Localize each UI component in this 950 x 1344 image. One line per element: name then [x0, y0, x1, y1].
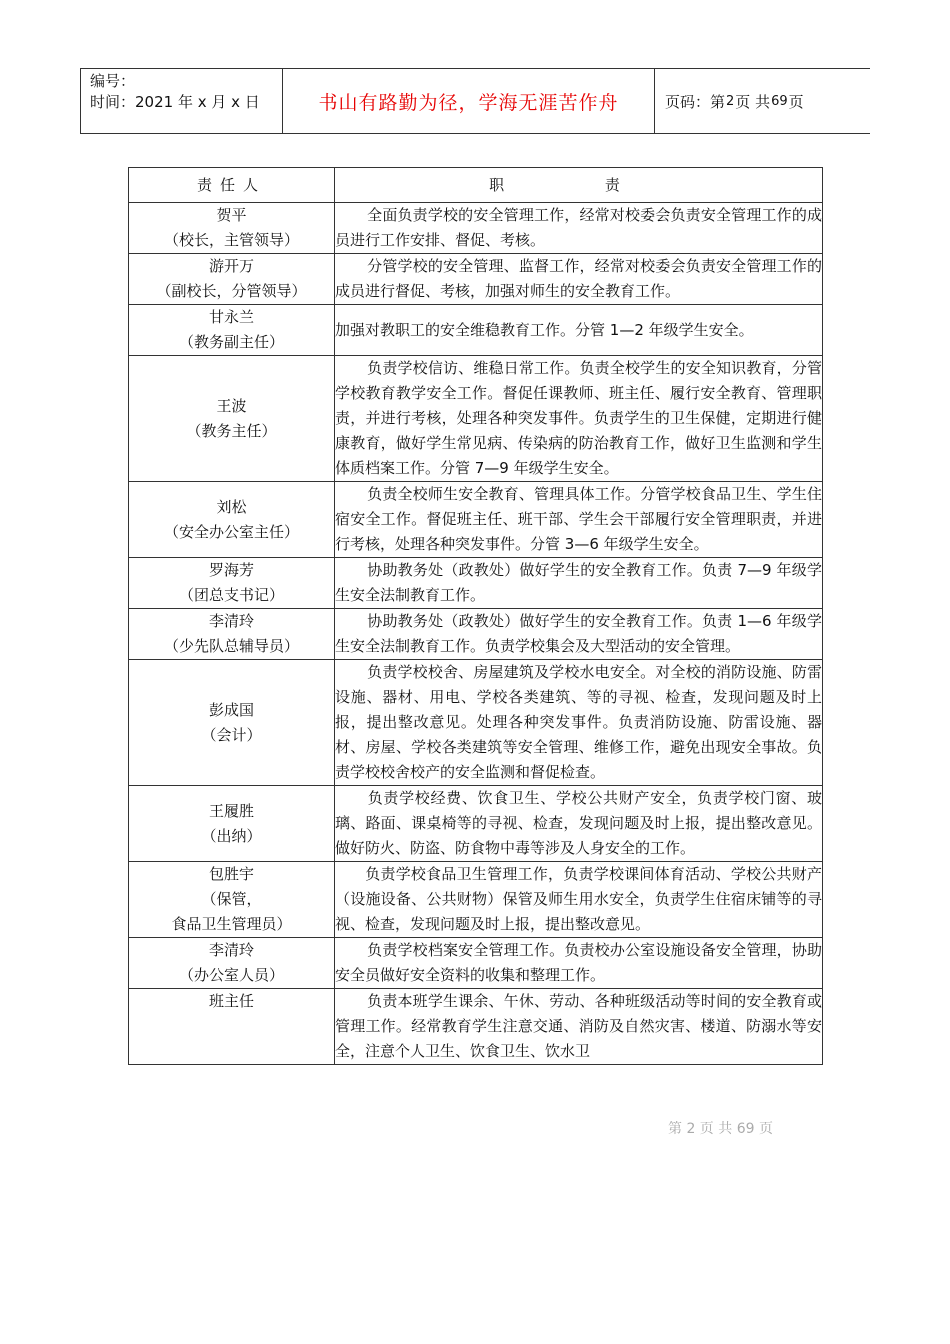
person-cell: [129, 938, 335, 989]
person-role: （办公室人员）: [178, 966, 284, 984]
duty-text: 分管学校的安全管理、监督工作，经常对校委会负责安全管理工作的成员进行督促、考核，加强对师生的安全教育工作。: [335, 257, 822, 300]
page-watermark: 第 2 页 共 69 页: [668, 1121, 773, 1137]
person-role: （会计）: [201, 725, 262, 744]
person-cell: [129, 660, 335, 786]
person-name: 王履胜: [208, 801, 254, 820]
person-cell: [129, 609, 335, 660]
table-row: [129, 356, 823, 482]
person-cell: [129, 203, 335, 254]
responsibility-table: [128, 167, 823, 1065]
duty-cell: [335, 989, 823, 1065]
duty-cell: [335, 609, 823, 660]
header-meta: [81, 69, 283, 133]
col-person-header: 责任人: [129, 168, 335, 203]
table-row: [129, 482, 823, 558]
duty-cell: [335, 305, 823, 356]
table-row: [129, 609, 823, 660]
duty-text: 负责学校经费、饮食卫生、学校公共财产安全，负责学校门窗、玻璃、路面、课桌椅等的寻视、检查，发现问题及时上报，提出整改意见。做好防火、防盗、防食物中毒等涉及人身安全的工作。: [335, 789, 822, 857]
person-role: （出纳）: [201, 826, 262, 845]
person-cell: [129, 786, 335, 862]
person-name: 王波: [216, 396, 247, 415]
duty-cell: [335, 203, 823, 254]
header-motto-cell: [283, 69, 655, 133]
duty-cell: [335, 356, 823, 482]
person-name: 贺平: [216, 206, 247, 224]
person-role: （校长，主管领导）: [163, 231, 299, 249]
duty-text: 协助教务处（政教处）做好学生的安全教育工作。负责 1—6 年级学生安全法制教育工作。负责学校集会及大型活动的安全管理。: [335, 612, 822, 655]
person-cell: [129, 305, 335, 356]
person-name: 李清玲: [208, 612, 254, 630]
duty-text: 负责学校信访、维稳日常工作。负责全校学生的安全知识教育，分管学校教育教学安全工作。督促任课教师、班主任、履行安全教育、管理职责，并进行考核，处理各种突发事件。负责学生的卫生保健，定期进行健康教育，做好学生常见病、传染病的防治教育工作，做好卫生监测和学生体质档案工作。分管 7—9 年级学生安全。: [335, 359, 822, 477]
table-row: [129, 862, 823, 938]
duty-text: 负责学校档案安全管理工作。负责校办公室设施设备安全管理，协助安全员做好安全资料的收集和整理工作。: [335, 941, 822, 984]
duty-cell: [335, 558, 823, 609]
person-name: 彭成国: [208, 700, 254, 719]
person-role: （团总支书记）: [178, 586, 284, 604]
person-cell: [129, 356, 335, 482]
page-header: [80, 68, 870, 134]
duty-text: 负责全校师生安全教育、管理具体工作。分管学校食品卫生、学生住宿安全工作。督促班主任、班干部、学生会干部履行安全管理职责，并进行考核，处理各种突发事件。分管 3—6 年级学生安全。: [335, 485, 822, 553]
table-row: [129, 938, 823, 989]
page-current: 2: [726, 93, 735, 109]
number-label: 编号：: [90, 72, 136, 90]
person-name: 游开万: [208, 257, 254, 275]
person-name: 刘松: [216, 497, 247, 516]
person-role: （教务副主任）: [178, 333, 284, 351]
col-duty-header: 职 责: [335, 168, 823, 203]
person-cell: [129, 989, 335, 1065]
duty-text: 负责本班学生课余、午休、劳动、各种班级活动等时间的安全教育或管理工作。经常教育学生注意交通、消防及自然灾害、楼道、防溺水等安全，注意个人卫生、饮食卫生、饮水卫: [335, 992, 822, 1060]
duty-text: 负责学校食品卫生管理工作，负责学校课间体育活动、学校公共财产（设施设备、公共财物）保管及师生用水安全，负责学生住宿床铺等的寻视、检查，发现问题及时上报，提出整改意见。: [335, 865, 822, 933]
table-row: [129, 660, 823, 786]
duty-cell: [335, 254, 823, 305]
time-label: 时间：2021 年 x 月 x 日: [90, 93, 260, 111]
duty-text: 协助教务处（政教处）做好学生的安全教育工作。负责 7—9 年级学生安全法制教育工作。: [335, 561, 822, 604]
person-role-line2: 食品卫生管理员）: [171, 915, 292, 933]
duty-text: 负责学校校舍、房屋建筑及学校水电安全。对全校的消防设施、防雷设施、器材、用电、学校各类建筑、等的寻视、检查，发现问题及时上报，提出整改意见。处理各种突发事件。负责消防设施、防雷设施、器材、房屋、学校各类建筑等安全管理、维修工作，避免出现安全事故。负责学校校舍校产的安全监测和督促检查。: [335, 663, 822, 781]
person-cell: [129, 254, 335, 305]
table-header-row: [129, 168, 823, 203]
duty-text: 加强对教职工的安全维稳教育工作。分管 1—2 年级学生安全。: [335, 320, 754, 339]
page-indicator: [655, 69, 870, 133]
table-row: [129, 254, 823, 305]
person-role: （保管，: [201, 890, 262, 908]
page-suffix: 页: [788, 92, 804, 111]
person-name: 班主任: [208, 992, 254, 1010]
person-cell: [129, 558, 335, 609]
duty-cell: [335, 862, 823, 938]
person-role: （教务主任）: [186, 421, 277, 440]
duty-cell: [335, 786, 823, 862]
motto: 书山有路勤为径，学海无涯苦作舟: [318, 91, 619, 114]
person-role: （副校长，分管领导）: [156, 282, 307, 300]
page-prefix: 页码：第: [665, 92, 726, 111]
page-mid: 页 共: [735, 92, 771, 111]
table-row: [129, 203, 823, 254]
person-cell: [129, 862, 335, 938]
table-row: [129, 989, 823, 1065]
person-cell: [129, 482, 335, 558]
table-row: [129, 786, 823, 862]
person-role: （少先队总辅导员）: [163, 637, 299, 655]
table-row: [129, 305, 823, 356]
duty-cell: [335, 482, 823, 558]
table-row: [129, 558, 823, 609]
page-total: 69: [771, 93, 788, 109]
person-name: 包胜宇: [208, 865, 254, 883]
person-name: 罗海芳: [208, 561, 254, 579]
duty-cell: [335, 660, 823, 786]
duty-cell: [335, 938, 823, 989]
person-role: （安全办公室主任）: [163, 522, 299, 541]
person-name: 李清玲: [208, 941, 254, 959]
duty-text: 全面负责学校的安全管理工作，经常对校委会负责安全管理工作的成员进行工作安排、督促、考核。: [335, 206, 822, 249]
person-name: 甘永兰: [208, 308, 254, 326]
